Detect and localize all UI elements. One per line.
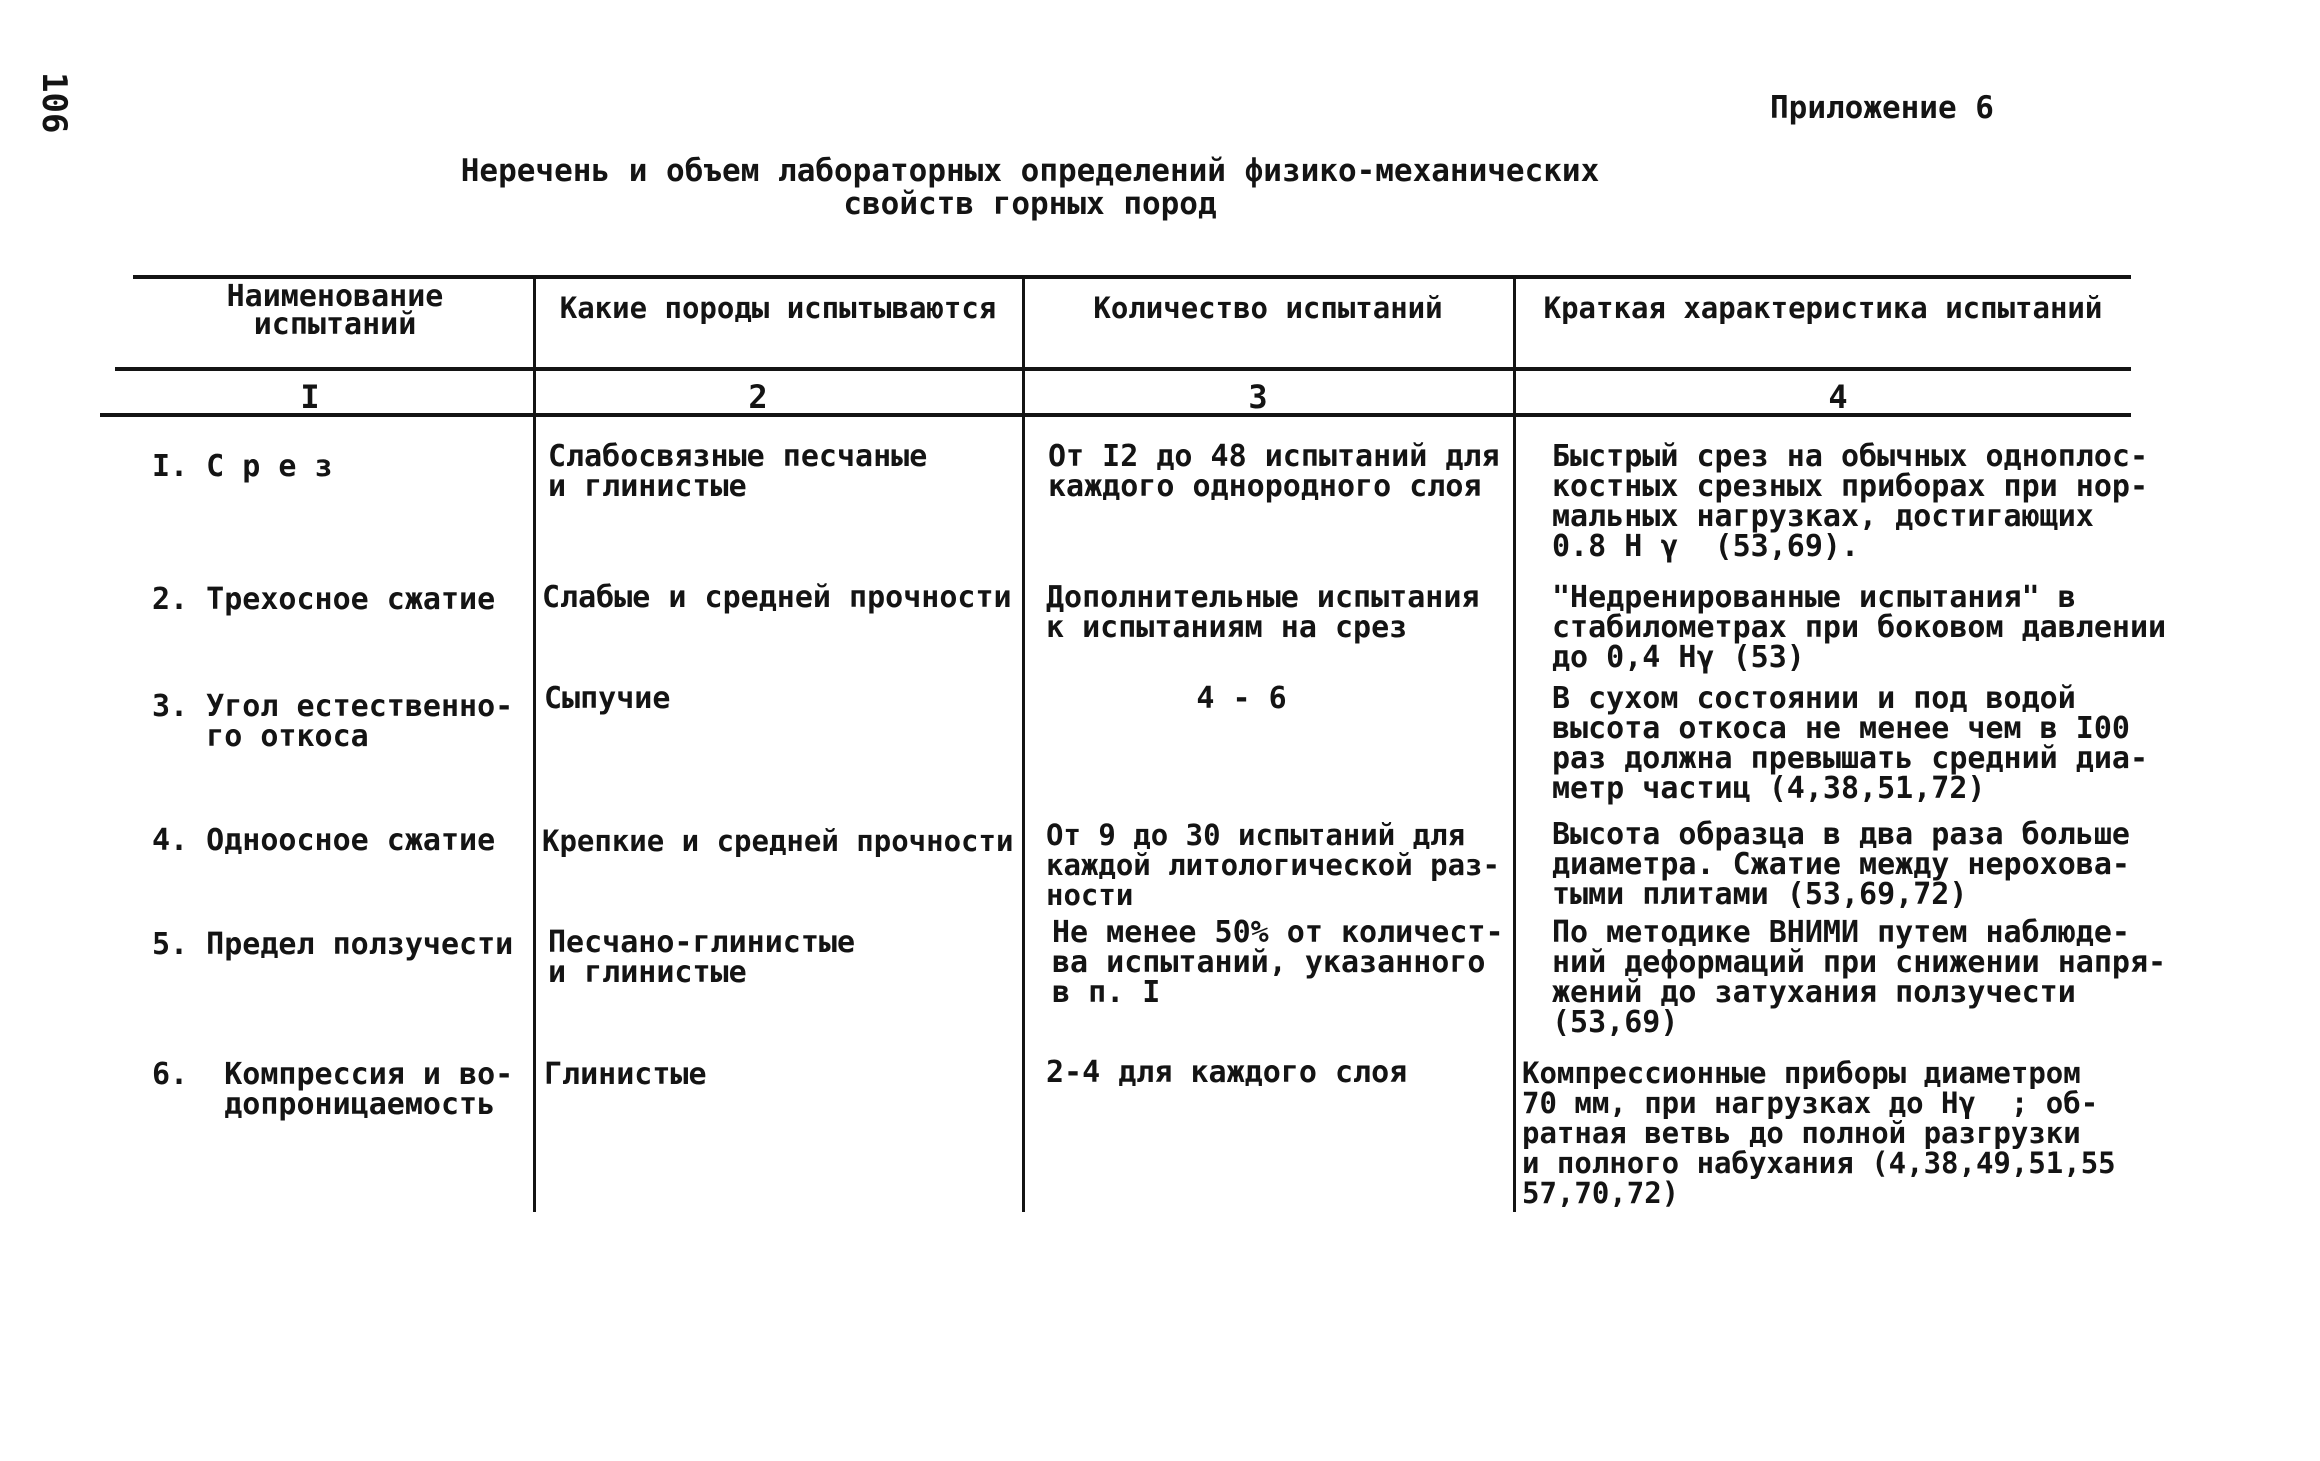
row-test-name: I. С р е з	[152, 449, 333, 484]
page-number: 106	[34, 72, 74, 134]
row-count: От I2 до 48 испытаний для каждого однородного слоя	[1048, 439, 1500, 504]
document-title	[430, 155, 1630, 221]
row-rocks: Крепкие и средней прочности	[542, 824, 1014, 858]
row-rocks: Сыпучие	[544, 681, 671, 716]
row-rocks: Слабые и средней прочности	[542, 580, 1012, 615]
row-count: 2-4 для каждого слоя	[1046, 1055, 1408, 1090]
column-number: 3	[1248, 378, 1268, 416]
row-test-name: 3. Угол естественно- го откоса	[152, 689, 514, 754]
column-divider	[1022, 277, 1025, 1212]
row-description: В сухом состоянии и под водой высота откоса не менее чем в I00 раз должна превышать средний диа- метр частиц (4,38,51,72)	[1552, 681, 2149, 806]
column-divider	[533, 277, 536, 1212]
row-test-name: 2. Трехосное сжатие	[152, 582, 496, 617]
column-number: 4	[1828, 378, 1848, 416]
row-test-name: 4. Одноосное сжатие	[152, 823, 496, 858]
row-rocks: Глинистые	[544, 1057, 707, 1092]
column-number: 2	[748, 378, 768, 416]
row-rocks: Слабосвязные песчаные и глинистые	[548, 439, 928, 504]
title-line: свойств горных пород	[843, 186, 1217, 222]
header-bottom-rule	[115, 367, 2131, 371]
row-rocks: Песчано-глинистые и глинистые	[548, 925, 856, 990]
appendix-label: Приложение 6	[1770, 90, 1994, 126]
row-count: От 9 до 30 испытаний для каждой литологической раз- ности	[1046, 818, 1500, 912]
row-description: "Недренированные испытания" в стабилометрах при боковом давлении до 0,4 Нγ (53)	[1552, 580, 2167, 675]
row-description: Высота образца в два раза больше диаметра. Сжатие между нерохова- тыми плитами (53,69,72)	[1552, 817, 2130, 912]
column-number: I	[300, 378, 320, 416]
row-count: 4 - 6	[1088, 681, 1287, 716]
column-divider	[1513, 277, 1516, 1212]
row-test-name: 5. Предел ползучести	[152, 927, 514, 962]
header-count: Количество испытаний	[1093, 291, 1443, 325]
row-description: Компрессионные приборы диаметром 70 мм, при нагрузках до Нγ ; об- ратная ветвь до полной разгрузки и полного набухания (4,38,49,51,55 57,70,72)	[1522, 1056, 2116, 1210]
header-description: Краткая характеристика испытаний	[1543, 291, 2103, 325]
row-description: По методике ВНИМИ путем наблюде- ний деформаций при снижении напря- жений до затухания ползучести (53,69)	[1552, 915, 2167, 1040]
header-rocks: Какие породы испытываются	[559, 291, 997, 325]
row-test-name: 6. Компрессия и во- допроницаемость	[152, 1057, 514, 1122]
row-description: Быстрый срез на обычных однoплос- костных срезных приборах при нор- мальных нагрузках, достигающих 0.8 Н γ (53,69).	[1552, 439, 2149, 564]
row-count: Не менее 50% от количест- ва испытаний, указанного в п. I	[1052, 915, 1504, 1010]
row-count: Дополнительные испытания к испытаниям на срез	[1046, 580, 1480, 645]
header-test-name: Наименование испытаний	[226, 279, 444, 342]
title-line: Неречень и объем лабораторных определений физико-механических	[460, 153, 1600, 189]
